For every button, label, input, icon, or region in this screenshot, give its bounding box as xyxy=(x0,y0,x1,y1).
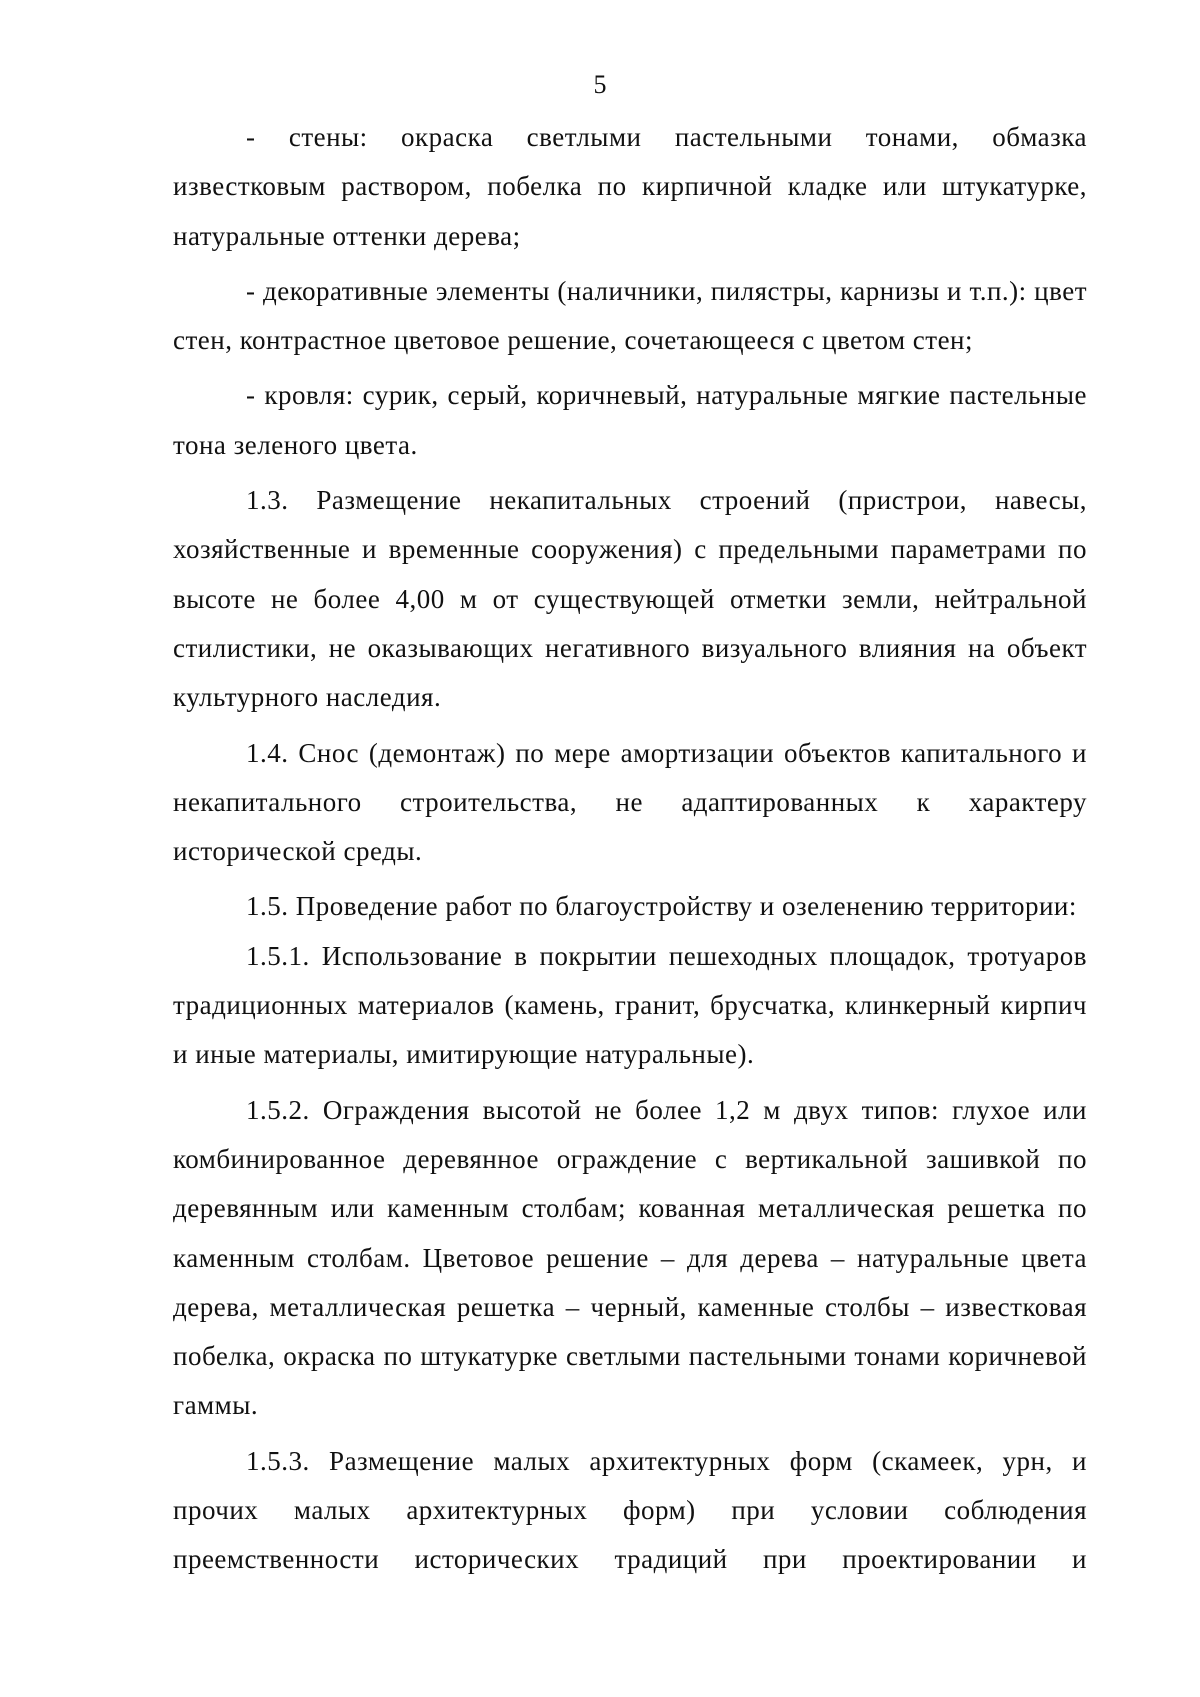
paragraph-1-5-1: 1.5.1. Использование в покрытии пешеходных площадок, тротуаров традиционных материалов (камень, гранит, брусчатка, клинкерный кирпич и иные материалы, имитирующие натуральные). xyxy=(173,940,1087,1070)
document-body xyxy=(173,113,1087,1585)
paragraph-decorative-elements: - декоративные элементы (наличники, пилястры, карнизы и т.п.): цвет стен, контрастное цветовое решение, сочетающееся с цветом стен; xyxy=(173,275,1087,356)
paragraph-roof-color: - кровля: сурик, серый, коричневый, натуральные мягкие пастельные тона зеленого цвета. xyxy=(173,380,1087,460)
paragraph-1-5-2: 1.5.2. Ограждения высотой не более 1,2 м двух типов: глухое или комбинированное деревянное ограждение с вертикальной зашивкой по деревянным или каменным столбам; кованная металлическая решетка по каменным столбам. Цветовое решение – для дерева – натуральные цвета дерева, металлическая решетка – черный, каменные столбы – известковая побелка, окраска по штукатурке светлыми пастельными тонами коричневой гаммы. xyxy=(173,1094,1087,1421)
paragraph-1-4: 1.4. Снос (демонтаж) по мере амортизации объектов капитального и некапитального строительства, не адаптированных к характеру исторической среды. xyxy=(173,737,1087,867)
paragraph-1-3: 1.3. Размещение некапитальных строений (пристрои, навесы, хозяйственные и временные сооружения) с предельными параметрами по высоте не более 4,00 м от существующей отметки земли, нейтральной стилистики, не оказывающих негативного визуального влияния на объект культурного наследия. xyxy=(173,485,1087,713)
page-number: 5 xyxy=(593,70,607,99)
paragraph-1-5: 1.5. Проведение работ по благоустройству и озеленению территории: xyxy=(246,891,1077,922)
paragraph-walls-color: - стены: окраска светлыми пастельными тонами, обмазка известковым раствором, побелка по кирпичной кладке или штукатурке, натуральные оттенки дерева; xyxy=(173,122,1087,251)
paragraph-1-5-3: 1.5.3. Размещение малых архитектурных форм (скамеек, урн, и прочих малых архитектурных форм) при условии соблюдения преемственности исторических традиций при проектировании и xyxy=(173,1445,1087,1575)
